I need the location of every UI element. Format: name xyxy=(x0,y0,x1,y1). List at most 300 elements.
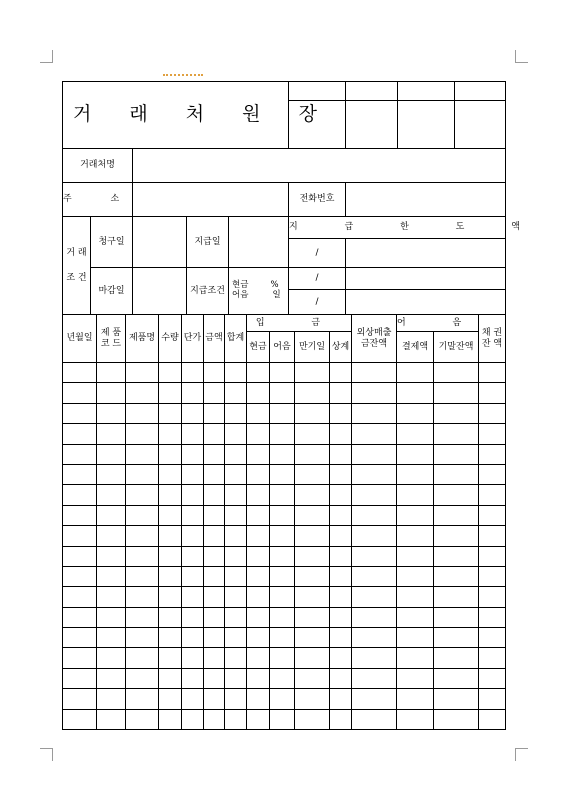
ledger-cell[interactable] xyxy=(352,628,397,648)
ledger-cell[interactable] xyxy=(225,444,247,464)
ledger-cell[interactable] xyxy=(247,566,270,586)
ledger-cell[interactable] xyxy=(434,444,479,464)
ledger-cell[interactable] xyxy=(434,464,479,484)
ledger-cell[interactable] xyxy=(225,526,247,546)
ledger-cell[interactable] xyxy=(330,587,352,607)
ledger-cell[interactable] xyxy=(352,464,397,484)
ledger-cell[interactable] xyxy=(97,505,126,525)
ledger-cell[interactable] xyxy=(295,607,330,627)
ledger-cell[interactable] xyxy=(204,403,225,423)
ledger-cell[interactable] xyxy=(479,607,506,627)
ledger-cell[interactable] xyxy=(97,485,126,505)
ledger-cell[interactable] xyxy=(434,607,479,627)
ledger-cell[interactable] xyxy=(97,607,126,627)
ledger-cell[interactable] xyxy=(397,566,434,586)
ledger-cell[interactable] xyxy=(330,546,352,566)
ledger-cell[interactable] xyxy=(330,607,352,627)
ledger-cell[interactable] xyxy=(182,587,204,607)
ledger-cell[interactable] xyxy=(97,546,126,566)
approval-cell[interactable] xyxy=(455,82,506,101)
approval-cell[interactable] xyxy=(398,101,455,149)
ledger-cell[interactable] xyxy=(434,424,479,444)
ledger-cell[interactable] xyxy=(270,689,295,709)
ledger-cell[interactable] xyxy=(247,628,270,648)
ledger-cell[interactable] xyxy=(126,383,159,403)
ledger-cell[interactable] xyxy=(479,526,506,546)
ledger-cell[interactable] xyxy=(247,546,270,566)
ledger-cell[interactable] xyxy=(247,464,270,484)
ledger-cell[interactable] xyxy=(352,383,397,403)
ledger-cell[interactable] xyxy=(270,526,295,546)
ledger-cell[interactable] xyxy=(126,526,159,546)
ledger-cell[interactable] xyxy=(247,444,270,464)
ledger-cell[interactable] xyxy=(159,383,182,403)
ledger-cell[interactable] xyxy=(352,668,397,688)
ledger-cell[interactable] xyxy=(479,424,506,444)
ledger-cell[interactable] xyxy=(330,464,352,484)
ledger-cell[interactable] xyxy=(225,648,247,668)
ledger-cell[interactable] xyxy=(126,424,159,444)
ledger-cell[interactable] xyxy=(295,424,330,444)
ledger-cell[interactable] xyxy=(352,566,397,586)
ledger-cell[interactable] xyxy=(225,464,247,484)
ledger-cell[interactable] xyxy=(295,403,330,423)
ledger-cell[interactable] xyxy=(295,668,330,688)
ledger-cell[interactable] xyxy=(182,526,204,546)
ledger-cell[interactable] xyxy=(270,709,295,729)
ledger-cell[interactable] xyxy=(204,383,225,403)
ledger-cell[interactable] xyxy=(182,444,204,464)
ledger-cell[interactable] xyxy=(63,607,97,627)
ledger-cell[interactable] xyxy=(434,668,479,688)
ledger-cell[interactable] xyxy=(397,628,434,648)
ledger-cell[interactable] xyxy=(225,505,247,525)
ledger-cell[interactable] xyxy=(204,607,225,627)
approval-cell[interactable] xyxy=(455,101,506,149)
ledger-cell[interactable] xyxy=(352,607,397,627)
ledger-cell[interactable] xyxy=(479,587,506,607)
ledger-cell[interactable] xyxy=(270,607,295,627)
ledger-cell[interactable] xyxy=(97,566,126,586)
limit-amount-cell[interactable] xyxy=(346,239,506,268)
ledger-cell[interactable] xyxy=(397,444,434,464)
ledger-cell[interactable] xyxy=(204,363,225,383)
ledger-cell[interactable] xyxy=(330,444,352,464)
ledger-cell[interactable] xyxy=(126,444,159,464)
ledger-cell[interactable] xyxy=(270,383,295,403)
ledger-cell[interactable] xyxy=(225,628,247,648)
ledger-cell[interactable] xyxy=(225,363,247,383)
ledger-cell[interactable] xyxy=(63,464,97,484)
ledger-cell[interactable] xyxy=(182,566,204,586)
ledger-cell[interactable] xyxy=(247,526,270,546)
ledger-cell[interactable] xyxy=(295,709,330,729)
ledger-cell[interactable] xyxy=(182,403,204,423)
ledger-cell[interactable] xyxy=(126,709,159,729)
ledger-cell[interactable] xyxy=(270,464,295,484)
ledger-cell[interactable] xyxy=(295,566,330,586)
ledger-cell[interactable] xyxy=(434,566,479,586)
ledger-cell[interactable] xyxy=(204,668,225,688)
limit-amount-cell[interactable] xyxy=(346,268,506,290)
ledger-cell[interactable] xyxy=(434,648,479,668)
ledger-cell[interactable] xyxy=(434,526,479,546)
ledger-cell[interactable] xyxy=(434,546,479,566)
ledger-cell[interactable] xyxy=(225,485,247,505)
ledger-cell[interactable] xyxy=(159,566,182,586)
ledger-cell[interactable] xyxy=(182,424,204,444)
ledger-cell[interactable] xyxy=(247,383,270,403)
ledger-cell[interactable] xyxy=(352,709,397,729)
approval-cell[interactable] xyxy=(398,82,455,101)
ledger-cell[interactable] xyxy=(63,424,97,444)
ledger-cell[interactable] xyxy=(397,648,434,668)
ledger-cell[interactable] xyxy=(204,587,225,607)
ledger-cell[interactable] xyxy=(479,546,506,566)
ledger-cell[interactable] xyxy=(97,363,126,383)
ledger-cell[interactable] xyxy=(225,607,247,627)
approval-cell[interactable] xyxy=(289,82,346,101)
ledger-cell[interactable] xyxy=(204,526,225,546)
ledger-cell[interactable] xyxy=(295,526,330,546)
ledger-cell[interactable] xyxy=(352,485,397,505)
ledger-cell[interactable] xyxy=(159,464,182,484)
page-title: 거 래 처 원 장 xyxy=(63,82,289,149)
ledger-cell[interactable] xyxy=(397,464,434,484)
ledger-cell[interactable] xyxy=(182,689,204,709)
ledger-cell[interactable] xyxy=(126,485,159,505)
ledger-cell[interactable] xyxy=(225,383,247,403)
ledger-cell[interactable] xyxy=(126,689,159,709)
ledger-cell[interactable] xyxy=(247,587,270,607)
ledger-cell[interactable] xyxy=(247,505,270,525)
ledger-cell[interactable] xyxy=(352,363,397,383)
ledger-cell[interactable] xyxy=(247,648,270,668)
ledger-cell[interactable] xyxy=(270,668,295,688)
ledger-cell[interactable] xyxy=(97,587,126,607)
ledger-cell[interactable] xyxy=(330,383,352,403)
ledger-cell[interactable] xyxy=(159,363,182,383)
ledger-cell[interactable] xyxy=(225,668,247,688)
ledger-cell[interactable] xyxy=(63,505,97,525)
ledger-cell[interactable] xyxy=(159,689,182,709)
ledger-cell[interactable] xyxy=(63,709,97,729)
ledger-cell[interactable] xyxy=(97,403,126,423)
ledger-cell[interactable] xyxy=(479,709,506,729)
ledger-cell[interactable] xyxy=(295,546,330,566)
payment-terms-field[interactable] xyxy=(229,268,289,315)
ledger-cell[interactable] xyxy=(247,709,270,729)
ledger-cell[interactable] xyxy=(270,648,295,668)
ledger-cell[interactable] xyxy=(126,628,159,648)
ledger-cell[interactable] xyxy=(126,403,159,423)
ledger-cell[interactable] xyxy=(330,505,352,525)
ledger-cell[interactable] xyxy=(97,709,126,729)
ledger-cell[interactable] xyxy=(97,689,126,709)
ledger-cell[interactable] xyxy=(126,587,159,607)
ledger-cell[interactable] xyxy=(225,424,247,444)
ledger-cell[interactable] xyxy=(97,464,126,484)
ledger-cell[interactable] xyxy=(270,505,295,525)
ledger-cell[interactable] xyxy=(434,363,479,383)
ledger-cell[interactable] xyxy=(159,628,182,648)
ledger-cell[interactable] xyxy=(330,709,352,729)
ledger-cell[interactable] xyxy=(182,383,204,403)
table-row xyxy=(63,485,506,505)
ledger-cell[interactable] xyxy=(182,363,204,383)
ledger-cell[interactable] xyxy=(97,383,126,403)
ledger-cell[interactable] xyxy=(126,505,159,525)
ledger-cell[interactable] xyxy=(204,464,225,484)
ledger-cell[interactable] xyxy=(295,383,330,403)
ledger-cell[interactable] xyxy=(270,403,295,423)
ledger-cell[interactable] xyxy=(330,526,352,546)
ledger-cell[interactable] xyxy=(97,628,126,648)
ledger-cell[interactable] xyxy=(330,424,352,444)
ledger-cell[interactable] xyxy=(126,464,159,484)
ledger-cell[interactable] xyxy=(63,546,97,566)
ledger-cell[interactable] xyxy=(63,648,97,668)
ledger-cell[interactable] xyxy=(397,607,434,627)
limit-date-cell[interactable]: / xyxy=(289,268,346,290)
ledger-cell[interactable] xyxy=(182,485,204,505)
ledger-cell[interactable] xyxy=(63,689,97,709)
ledger-cell[interactable] xyxy=(295,464,330,484)
ledger-cell[interactable] xyxy=(270,424,295,444)
ledger-cell[interactable] xyxy=(434,403,479,423)
ledger-cell[interactable] xyxy=(126,546,159,566)
ledger-cell[interactable] xyxy=(397,485,434,505)
ledger-cell[interactable] xyxy=(434,709,479,729)
ledger-cell[interactable] xyxy=(247,668,270,688)
ledger-cell[interactable] xyxy=(330,668,352,688)
ledger-cell[interactable] xyxy=(330,628,352,648)
ledger-cell[interactable] xyxy=(352,424,397,444)
ledger-cell[interactable] xyxy=(63,383,97,403)
ledger-cell[interactable] xyxy=(63,566,97,586)
ledger-cell[interactable] xyxy=(204,485,225,505)
ledger-cell[interactable] xyxy=(295,505,330,525)
phone-field[interactable] xyxy=(346,183,506,217)
ledger-cell[interactable] xyxy=(397,546,434,566)
ledger-cell[interactable] xyxy=(97,648,126,668)
ledger-cell[interactable] xyxy=(204,628,225,648)
ledger-cell[interactable] xyxy=(63,587,97,607)
ledger-cell[interactable] xyxy=(247,485,270,505)
ledger-cell[interactable] xyxy=(397,505,434,525)
ledger-cell[interactable] xyxy=(247,607,270,627)
ledger-cell[interactable] xyxy=(479,648,506,668)
ledger-cell[interactable] xyxy=(225,546,247,566)
ledger-cell[interactable] xyxy=(352,546,397,566)
ledger-cell[interactable] xyxy=(126,607,159,627)
ledger-cell[interactable] xyxy=(295,648,330,668)
ledger-cell[interactable] xyxy=(204,566,225,586)
ledger-cell[interactable] xyxy=(295,689,330,709)
approval-cell[interactable] xyxy=(346,101,398,149)
address-label: 주 소 xyxy=(63,183,133,217)
ledger-cell[interactable] xyxy=(295,363,330,383)
limit-amount-cell[interactable] xyxy=(346,290,506,315)
ledger-cell[interactable] xyxy=(330,689,352,709)
ledger-cell[interactable] xyxy=(330,566,352,586)
ledger-cell[interactable] xyxy=(479,464,506,484)
ledger-cell[interactable] xyxy=(397,689,434,709)
approval-cell[interactable] xyxy=(346,82,398,101)
ledger-cell[interactable] xyxy=(126,668,159,688)
ledger-cell[interactable] xyxy=(434,587,479,607)
ledger-cell[interactable] xyxy=(159,648,182,668)
ledger-cell[interactable] xyxy=(182,628,204,648)
ledger-cell[interactable] xyxy=(352,648,397,668)
ledger-cell[interactable] xyxy=(204,709,225,729)
ledger-cell[interactable] xyxy=(295,628,330,648)
ledger-cell[interactable] xyxy=(479,505,506,525)
ledger-cell[interactable] xyxy=(204,689,225,709)
ledger-cell[interactable] xyxy=(182,648,204,668)
ledger-cell[interactable] xyxy=(270,444,295,464)
ledger-cell[interactable] xyxy=(159,607,182,627)
payment-day-label: 지급일 xyxy=(187,217,229,268)
ledger-cell[interactable] xyxy=(159,709,182,729)
ledger-cell[interactable] xyxy=(204,648,225,668)
ledger-cell[interactable] xyxy=(225,403,247,423)
ledger-cell[interactable] xyxy=(330,648,352,668)
ledger-cell[interactable] xyxy=(159,587,182,607)
ledger-cell[interactable] xyxy=(479,444,506,464)
ledger-cell[interactable] xyxy=(182,709,204,729)
ledger-cell[interactable] xyxy=(63,628,97,648)
ledger-cell[interactable] xyxy=(97,526,126,546)
ledger-cell[interactable] xyxy=(352,403,397,423)
ledger-cell[interactable] xyxy=(159,403,182,423)
billing-day-field[interactable] xyxy=(133,217,187,268)
ledger-cell[interactable] xyxy=(182,668,204,688)
ledger-cell[interactable] xyxy=(479,383,506,403)
ledger-cell[interactable] xyxy=(225,709,247,729)
ledger-cell[interactable] xyxy=(182,464,204,484)
ledger-cell[interactable] xyxy=(204,444,225,464)
client-name-field[interactable] xyxy=(133,149,506,183)
ledger-cell[interactable] xyxy=(397,403,434,423)
ledger-cell[interactable] xyxy=(352,526,397,546)
ledger-cell[interactable] xyxy=(225,587,247,607)
ledger-cell[interactable] xyxy=(159,546,182,566)
ledger-cell[interactable] xyxy=(479,485,506,505)
ledger-cell[interactable] xyxy=(63,444,97,464)
ledger-cell[interactable] xyxy=(126,648,159,668)
ledger-cell[interactable] xyxy=(397,424,434,444)
bill-label: 어음 xyxy=(232,290,249,300)
ledger-cell[interactable] xyxy=(352,505,397,525)
ledger-cell[interactable] xyxy=(397,526,434,546)
limit-date-cell[interactable]: / xyxy=(289,239,346,268)
ledger-cell[interactable] xyxy=(479,403,506,423)
ledger-cell[interactable] xyxy=(204,505,225,525)
ledger-cell[interactable] xyxy=(247,403,270,423)
ledger-cell[interactable] xyxy=(182,546,204,566)
address-field[interactable] xyxy=(133,183,289,217)
ledger-cell[interactable] xyxy=(330,403,352,423)
ledger-cell[interactable] xyxy=(247,424,270,444)
ledger-cell[interactable] xyxy=(97,444,126,464)
ledger-cell[interactable] xyxy=(270,587,295,607)
ledger-cell[interactable] xyxy=(434,505,479,525)
payment-day-field[interactable] xyxy=(229,217,289,268)
ledger-cell[interactable] xyxy=(295,587,330,607)
ledger-cell[interactable] xyxy=(434,485,479,505)
ledger-cell[interactable] xyxy=(225,566,247,586)
ledger-cell[interactable] xyxy=(159,485,182,505)
ledger-cell[interactable] xyxy=(330,485,352,505)
ledger-cell[interactable] xyxy=(270,363,295,383)
table-row xyxy=(63,628,506,648)
ledger-cell[interactable] xyxy=(352,587,397,607)
limit-date-cell[interactable]: / xyxy=(289,290,346,315)
col-product-name-header: 제품명 xyxy=(126,315,159,363)
ledger-cell[interactable] xyxy=(182,607,204,627)
ledger-cell[interactable] xyxy=(270,485,295,505)
ledger-cell[interactable] xyxy=(159,444,182,464)
ledger-cell[interactable] xyxy=(204,424,225,444)
ledger-cell[interactable] xyxy=(63,668,97,688)
closing-day-field[interactable] xyxy=(133,268,187,315)
ledger-cell[interactable] xyxy=(295,444,330,464)
ledger-cell[interactable] xyxy=(126,566,159,586)
ledger-cell[interactable] xyxy=(159,526,182,546)
ledger-cell[interactable] xyxy=(159,505,182,525)
ledger-cell[interactable] xyxy=(330,363,352,383)
ledger-cell[interactable] xyxy=(225,689,247,709)
ledger-cell[interactable] xyxy=(397,383,434,403)
ledger-cell[interactable] xyxy=(63,526,97,546)
ledger-cell[interactable] xyxy=(479,668,506,688)
ledger-cell[interactable] xyxy=(479,689,506,709)
ledger-cell[interactable] xyxy=(126,363,159,383)
ledger-cell[interactable] xyxy=(63,485,97,505)
ledger-cell[interactable] xyxy=(352,444,397,464)
ledger-cell[interactable] xyxy=(434,628,479,648)
ledger-cell[interactable] xyxy=(295,485,330,505)
table-row xyxy=(63,689,506,709)
ledger-cell[interactable] xyxy=(63,363,97,383)
ledger-cell[interactable] xyxy=(434,689,479,709)
ledger-cell[interactable] xyxy=(434,383,479,403)
ledger-cell[interactable] xyxy=(159,424,182,444)
ledger-cell[interactable] xyxy=(97,424,126,444)
table-row xyxy=(63,505,506,525)
ledger-cell[interactable] xyxy=(182,505,204,525)
ledger-cell[interactable] xyxy=(479,363,506,383)
ledger-cell[interactable] xyxy=(159,668,182,688)
ledger-cell[interactable] xyxy=(397,363,434,383)
percent-unit: % xyxy=(270,280,279,291)
ledger-cell[interactable] xyxy=(397,587,434,607)
ledger-cell[interactable] xyxy=(270,546,295,566)
ledger-cell[interactable] xyxy=(352,689,397,709)
ledger-cell[interactable] xyxy=(270,628,295,648)
ledger-cell[interactable] xyxy=(204,546,225,566)
ledger-cell[interactable] xyxy=(479,628,506,648)
ledger-cell[interactable] xyxy=(479,566,506,586)
ledger-cell[interactable] xyxy=(397,668,434,688)
ledger-cell[interactable] xyxy=(270,566,295,586)
ledger-cell[interactable] xyxy=(397,709,434,729)
ledger-cell[interactable] xyxy=(247,689,270,709)
ledger-cell[interactable] xyxy=(63,403,97,423)
ledger-cell[interactable] xyxy=(247,363,270,383)
ledger-cell[interactable] xyxy=(97,668,126,688)
